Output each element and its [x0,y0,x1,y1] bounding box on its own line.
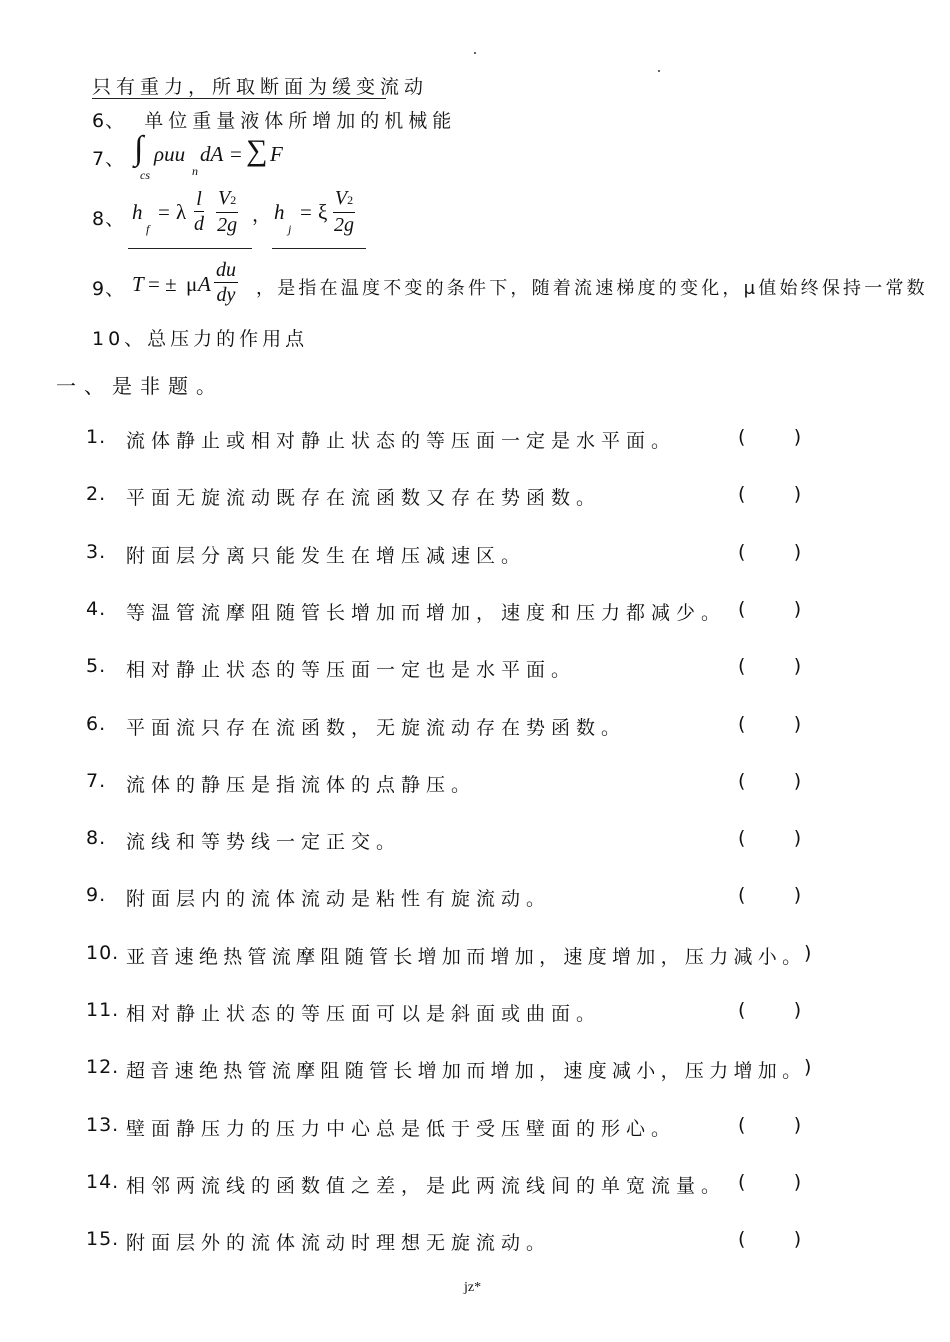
question-text: 流体静止或相对静止状态的等压面一定是水平面。 [126,430,677,452]
answer-blank[interactable]: ( ) [738,483,802,505]
answer-blank[interactable]: ( ) [738,713,802,735]
question-number: 3. [86,541,107,563]
question-row [86,481,826,511]
h-f: h [132,200,143,224]
answer-blank[interactable]: ( ) [738,598,802,620]
question-number: 7. [86,770,107,792]
question-text: 附面层外的流体流动时理想无旋流动。 [126,1232,552,1254]
question-text: 平面无旋流动既存在流函数又存在势函数。 [126,487,602,509]
l-over-d: $\frac{l}{d}$ [194,188,204,235]
scan-dot [658,70,660,72]
section-title: 一、是非题。 [56,374,224,398]
question-row [86,711,826,741]
question-row [86,424,826,454]
answer-8 [92,186,412,248]
answer-9-text: ，是指在温度不变的条件下，随着流速梯度的变化，μ值始终保持一常数 [256,278,928,299]
question-row [86,997,826,1027]
answer-blank[interactable]: ( ) [738,1114,802,1136]
question-text: 亚音速绝热管流摩阻随管长增加而增加，速度增加，压力减小。 [126,946,807,968]
answer-blank[interactable]: ( ) [738,999,802,1021]
du-over-dy: $\frac{du}{dy}$ [216,259,236,306]
question-row [86,825,826,855]
answer-blank[interactable]: ( ) [738,1171,802,1193]
question-number: 2. [86,483,107,505]
comma: ， [252,205,272,226]
question-text: 壁面静压力的压力中心总是低于受压壁面的形心。 [126,1118,677,1140]
lambda: λ [176,200,187,224]
question-number: 14. [86,1171,120,1193]
answer-9-number: 9、 [92,278,126,300]
subscript-n: n [192,164,198,178]
v2-over-2g-second: $\frac{V2}{2g}$ [334,187,354,236]
question-text: 附面层分离只能发生在增压减速区。 [126,545,527,567]
question-text: 相对静止状态的等压面可以是斜面或曲面。 [126,1003,602,1025]
equals-sign: = [300,200,312,224]
footer: jz* [464,1280,482,1295]
answer-9 [92,258,928,314]
question-number: 13. [86,1114,120,1136]
question-number: 10. [86,942,120,964]
question-text: 超音速绝热管流摩阻随管长增加而增加，速度减小，压力增加。 [126,1060,807,1082]
question-row [86,653,826,683]
question-text: 等温管流摩阻随管长增加而增加，速度和压力都减少。 [126,602,727,624]
top-line: 只有重力，所取断面为缓变流动 [92,76,429,98]
v2-over-2g: $\frac{V2}{2g}$ [217,187,238,236]
answer-blank[interactable]: ( ) [738,1228,802,1250]
question-text: 相对静止状态的等压面一定也是水平面。 [126,659,577,681]
answer-8-number: 8、 [92,208,126,230]
h-j: h [274,200,285,224]
answer-blank[interactable]: ( ) [738,426,802,448]
question-text: 相邻两流线的函数值之差，是此两流线间的单宽流量。 [126,1175,727,1197]
answer-6 [92,106,456,133]
top-line-underline [92,98,386,99]
answer-6-number: 6、 [92,110,126,132]
question-number: 15. [86,1228,120,1250]
question-text: 平面流只存在流函数，无旋流动存在势函数。 [126,717,627,739]
question-number: 11. [86,999,120,1021]
question-number: 12. [86,1056,120,1078]
mu: μ [186,272,198,296]
question-number: 9. [86,884,107,906]
question-row [86,1226,826,1256]
question-text: 流线和等势线一定正交。 [126,831,402,853]
question-row [86,1112,826,1142]
answer-8-underline-1 [128,248,252,249]
answer-blank[interactable]: ( ) [738,884,802,906]
scan-dot [474,52,476,54]
subscript-cs: cs [140,168,150,182]
question-row [86,768,826,798]
rho-uu: ρuu [154,142,186,166]
question-number: 8. [86,827,107,849]
answer-8-underline-2 [272,248,366,249]
equals-sign: = [230,142,242,166]
question-row [86,1054,826,1084]
question-row [86,882,826,912]
answer-blank[interactable]: ) [804,1056,812,1078]
xi: ξ [318,200,328,224]
question-row [86,1169,826,1199]
question-number: 1. [86,426,107,448]
integral-sign: ∫ [134,130,144,167]
question-row [86,940,826,970]
T: T [132,272,144,296]
answer-blank[interactable]: ( ) [738,655,802,677]
question-text: 附面层内的流体流动是粘性有旋流动。 [126,888,552,910]
answer-blank[interactable]: ( ) [738,770,802,792]
equals-plus-minus: = ± [148,272,177,296]
question-number: 4. [86,598,107,620]
answer-blank[interactable]: ) [804,942,812,964]
answer-7-number: 7、 [92,148,126,170]
question-number: 5. [86,655,107,677]
question-row [86,596,826,626]
dA: dA [200,142,224,166]
A: A [198,272,211,296]
force-F: F [270,142,283,166]
equals-sign: = [158,200,170,224]
answer-10: 10、总压力的作用点 [92,328,309,350]
subscript-f: f [146,222,150,236]
question-number: 6. [86,713,107,735]
answer-7 [92,130,392,184]
question-row [86,539,826,569]
answer-blank[interactable]: ( ) [738,541,802,563]
answer-blank[interactable]: ( ) [738,827,802,849]
sum-sign: ∑ [246,134,268,167]
subscript-j: j [288,222,292,236]
question-text: 流体的静压是指流体的点静压。 [126,774,477,796]
answer-6-text: 单位重量液体所增加的机械能 [144,110,457,132]
